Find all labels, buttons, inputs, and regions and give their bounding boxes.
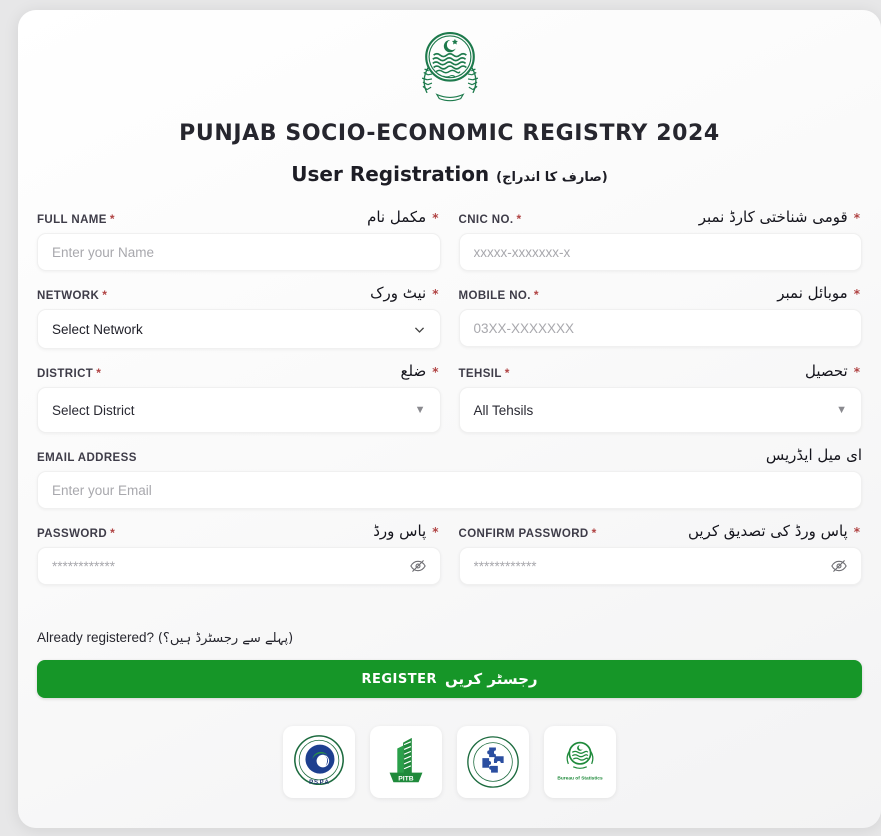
pmu-logo xyxy=(457,726,529,798)
cnic-label-urdu: قومی شناختی کارڈ نمبر * xyxy=(698,208,860,226)
required-asterisk: * xyxy=(591,526,597,540)
cnic-label: CNIC NO. * xyxy=(458,212,522,226)
tehsil-label: TEHSIL * xyxy=(458,366,510,380)
required-asterisk: * xyxy=(110,526,116,540)
header xyxy=(37,20,862,186)
tehsil-label-urdu: تحصیل * xyxy=(804,362,860,380)
email-label-urdu: ای میل ایڈریس xyxy=(765,446,862,464)
register-button-label: REGISTER xyxy=(361,671,437,687)
dropdown-triangle-icon: ▼ xyxy=(414,404,426,416)
register-button-label-urdu: رجسٹر کریں xyxy=(444,670,538,688)
chevron-down-icon xyxy=(413,323,426,336)
pspa-logo xyxy=(283,726,355,798)
required-asterisk: * xyxy=(432,365,439,379)
required-asterisk: * xyxy=(533,288,539,302)
email-field-group xyxy=(37,446,862,509)
subtitle-urdu: (صارف کا اندراج) xyxy=(496,170,608,185)
page-subtitle xyxy=(37,162,862,186)
confirm-password-field-group xyxy=(459,522,863,585)
district-selected-value: Select District xyxy=(52,402,135,418)
mobile-input[interactable] xyxy=(459,309,863,347)
svg-text:Bureau of Statistics: Bureau of Statistics xyxy=(557,776,603,782)
required-asterisk: * xyxy=(432,211,439,225)
bureau-of-statistics-logo xyxy=(544,726,616,798)
svg-text:P.S.P.A: P.S.P.A xyxy=(309,780,329,787)
cnic-field-group xyxy=(459,208,863,271)
district-field-group xyxy=(37,362,441,433)
full-name-field-group xyxy=(37,208,441,271)
required-asterisk: * xyxy=(504,366,510,380)
tehsil-selected-value: All Tehsils xyxy=(473,402,534,418)
already-registered-link[interactable]: Already registered? (پہلے سے رجسٹرڈ ہیں؟) xyxy=(37,630,294,646)
pitb-logo xyxy=(370,726,442,798)
registration-form xyxy=(37,208,862,698)
tehsil-select[interactable] xyxy=(459,387,863,433)
subtitle-en: User Registration xyxy=(291,162,490,186)
email-label: EMAIL ADDRESS xyxy=(37,452,137,464)
partner-logos xyxy=(37,726,862,798)
required-asterisk: * xyxy=(853,287,860,301)
confirm-password-input[interactable] xyxy=(459,547,863,585)
required-asterisk: * xyxy=(516,212,522,226)
confirm-password-label-urdu: پاس ورڈ کی تصدیق کریں * xyxy=(688,522,860,540)
required-asterisk: * xyxy=(432,287,439,301)
district-label-urdu: ضلع * xyxy=(400,362,439,380)
required-asterisk: * xyxy=(853,211,860,225)
full-name-label-urdu: مکمل نام * xyxy=(367,208,439,226)
password-label: PASSWORD * xyxy=(37,526,116,540)
network-label: NETWORK * xyxy=(37,288,108,302)
required-asterisk: * xyxy=(109,212,115,226)
already-registered-urdu: (پہلے سے رجسٹرڈ ہیں؟) xyxy=(157,631,294,646)
password-label-urdu: پاس ورڈ * xyxy=(373,522,439,540)
cnic-input[interactable] xyxy=(459,233,863,271)
toggle-confirm-password-visibility-button[interactable] xyxy=(828,555,850,577)
district-label: DISTRICT * xyxy=(37,366,102,380)
email-input[interactable] xyxy=(37,471,862,509)
punjab-government-crest-logo xyxy=(409,24,491,111)
full-name-input[interactable] xyxy=(37,233,441,271)
password-input[interactable] xyxy=(37,547,441,585)
required-asterisk: * xyxy=(853,365,860,379)
svg-text:PITB: PITB xyxy=(398,775,414,783)
page-title: PUNJAB SOCIO-ECONOMIC REGISTRY 2024 xyxy=(179,121,720,146)
toggle-password-visibility-button[interactable] xyxy=(407,555,429,577)
password-field-group xyxy=(37,522,441,585)
confirm-password-label: CONFIRM PASSWORD * xyxy=(458,526,597,540)
registration-card xyxy=(18,10,881,828)
mobile-field-group xyxy=(459,284,863,349)
full-name-label: FULL NAME * xyxy=(37,212,115,226)
network-selected-value: Select Network xyxy=(52,321,143,337)
district-select[interactable] xyxy=(37,387,441,433)
mobile-label-urdu: موبائل نمبر * xyxy=(777,284,860,302)
eye-off-icon xyxy=(830,557,848,575)
register-button[interactable] xyxy=(37,660,862,698)
required-asterisk: * xyxy=(853,525,860,539)
network-field-group xyxy=(37,284,441,349)
dropdown-triangle-icon: ▼ xyxy=(836,404,847,416)
eye-off-icon xyxy=(409,557,427,575)
network-label-urdu: نیٹ ورک * xyxy=(370,284,439,302)
required-asterisk: * xyxy=(96,366,102,380)
tehsil-field-group xyxy=(459,362,863,433)
required-asterisk: * xyxy=(432,525,439,539)
mobile-label: MOBILE NO. * xyxy=(458,288,539,302)
network-select[interactable] xyxy=(37,309,441,349)
required-asterisk: * xyxy=(102,288,108,302)
